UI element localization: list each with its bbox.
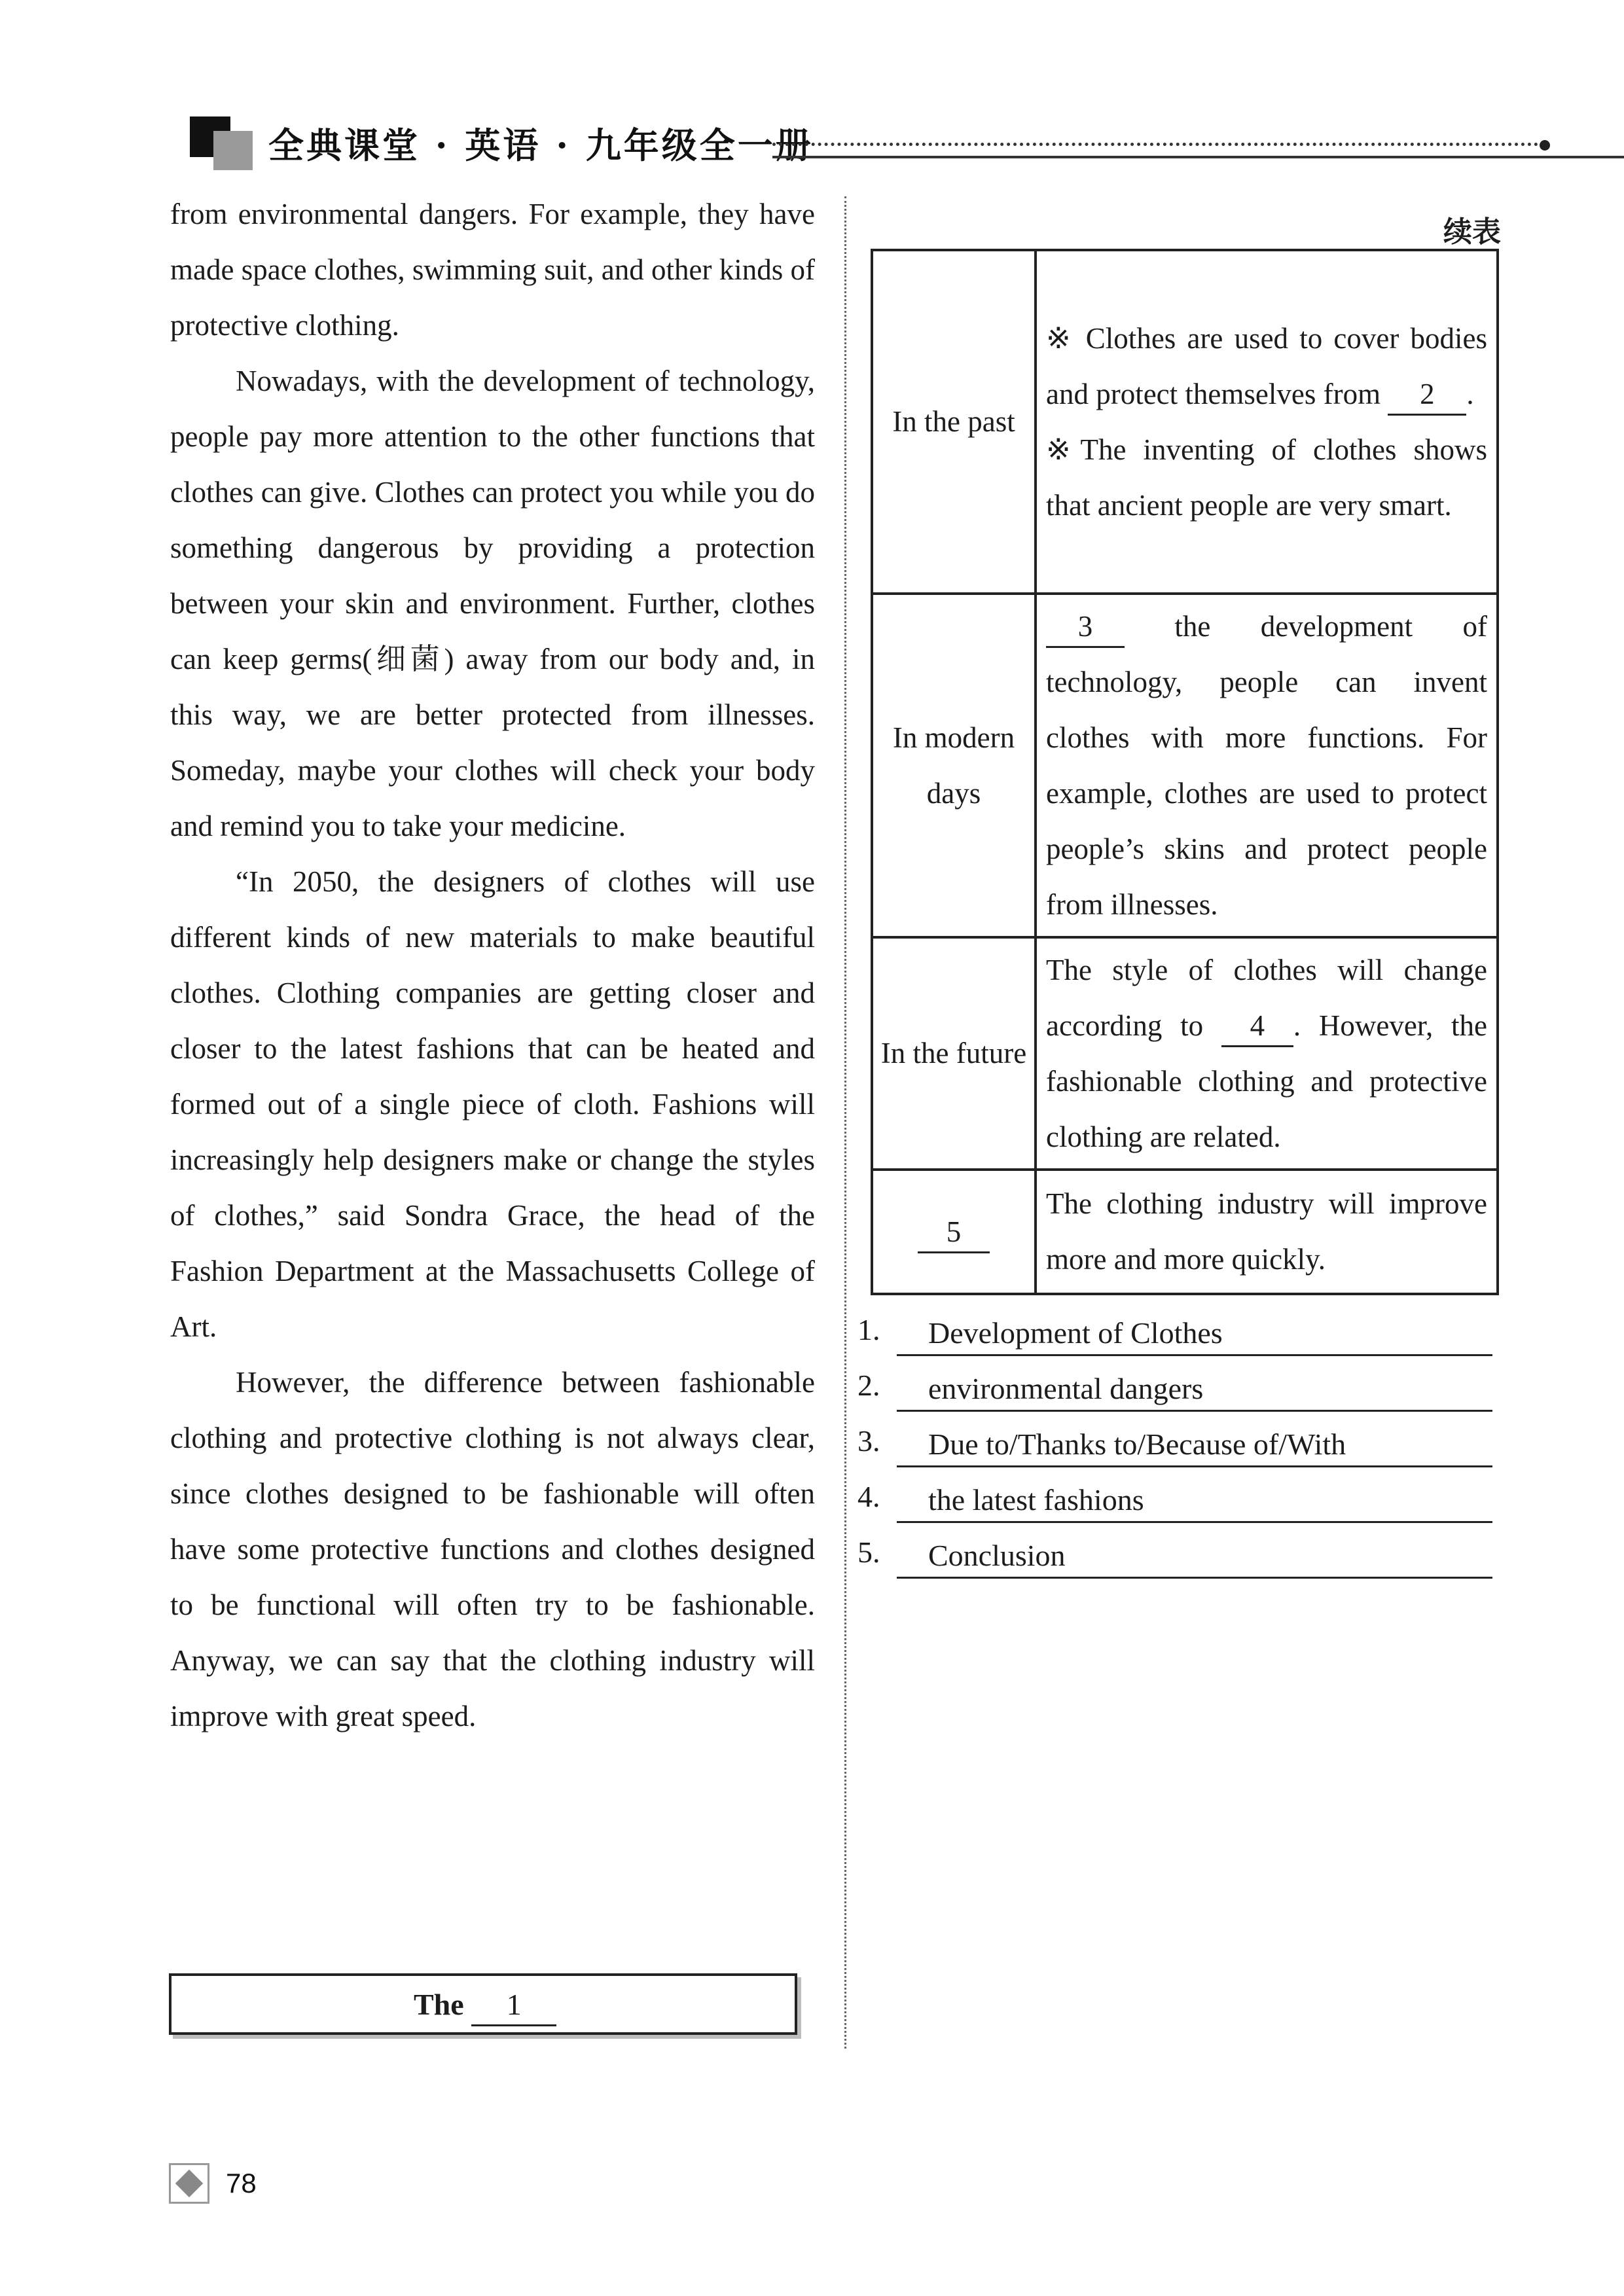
answer-row xyxy=(857,1528,1492,1584)
table-row xyxy=(872,1170,1498,1294)
table-content-cell xyxy=(1036,250,1498,594)
article-paragraph: from environmental dangers. For example, they have made space clothes, swimming suit, and other kinds of protective clothing. xyxy=(170,198,815,342)
summary-table xyxy=(871,249,1499,1295)
past-text-after: . xyxy=(1466,377,1474,410)
article-text xyxy=(170,187,815,1744)
answer-text[interactable]: environmental dangers xyxy=(897,1368,1492,1412)
future-text-after: . However, the fashionable clothing and protective clothing are related. xyxy=(1046,1009,1487,1153)
blank-5[interactable]: 5 xyxy=(918,1212,990,1253)
table-row xyxy=(872,594,1498,937)
answer-text[interactable]: the latest fashions xyxy=(897,1479,1492,1523)
blank-3[interactable]: 3 xyxy=(1046,607,1125,648)
table-content-cell xyxy=(1036,594,1498,937)
table-content-cell: The clothing industry will improve more and more quickly. xyxy=(1036,1170,1498,1294)
header-rule xyxy=(772,156,1624,158)
header-dot-icon xyxy=(1540,140,1550,151)
article-paragraph: However, the difference between fashionable clothing and protective clothing is not always clear, since clothes designed to be fashionable will often have some protective functions and clothes designed to be functional will often try to be fashionable. Anyway, we can say that the clothing industry will improve with great speed. xyxy=(170,1366,815,1732)
answer-text[interactable]: Conclusion xyxy=(897,1535,1492,1579)
header-logo-shadow-icon xyxy=(213,131,253,170)
table-category-cell: In the future xyxy=(872,937,1036,1170)
page-header xyxy=(190,111,1525,177)
title-summary-box xyxy=(169,1973,797,2035)
table-category-cell: In modern days xyxy=(872,594,1036,937)
header-title: 全典课堂 · 英语 · 九年级全一册 xyxy=(268,124,814,166)
answer-number: 1. xyxy=(857,1313,880,1346)
blank-2[interactable]: 2 xyxy=(1388,374,1466,416)
article-paragraph: Nowadays, with the development of technology, people pay more attention to the other functions that clothes can give. Clothes can protect you while you do something dangerous by providing a protection between your skin and environment. Further, clothes can keep germs(细菌) away from our body and, in this way, we are better protected from illnesses. Someday, maybe your clothes will check your body and remind you to take your medicine. xyxy=(170,365,815,842)
answer-number: 5. xyxy=(857,1535,880,1569)
answer-list xyxy=(857,1306,1492,1584)
answer-number: 3. xyxy=(857,1424,880,1458)
title-prefix: The xyxy=(414,1988,464,2021)
column-divider xyxy=(844,196,846,2049)
modern-text: the development of technology, people can invent clothes with more functions. For example, clothes are used to protect people’s skins and protect people from illnesses. xyxy=(1046,609,1488,921)
page-number: 78 xyxy=(226,2168,257,2198)
table-row xyxy=(872,250,1498,594)
article-paragraph: “In 2050, the designers of clothes will use different kinds of new materials to make beautiful clothes. Clothing companies are getting closer and closer to the latest fashions that can be heated and formed out of a single piece of cloth. Fashions will increasingly help designers make or change the styles of clothes,” said Sondra Grace, the head of the Fashion Department at the Massachusetts College of Art. xyxy=(170,865,815,1343)
title-blank[interactable]: 1 xyxy=(471,1985,556,2026)
answer-number: 2. xyxy=(857,1369,880,1402)
past-line-2: ※The inventing of clothes shows that ancient people are very smart. xyxy=(1046,433,1487,522)
answer-text[interactable]: Development of Clothes xyxy=(897,1312,1492,1356)
header-dotted-rule xyxy=(772,143,1545,146)
answer-text[interactable]: Due to/Thanks to/Because of/With xyxy=(897,1424,1492,1467)
past-line-1 xyxy=(1046,311,1487,422)
title-summary-line xyxy=(414,1985,556,2026)
continued-table-label: 续表 xyxy=(1443,215,1501,249)
table-row xyxy=(872,937,1498,1170)
blank-4[interactable]: 4 xyxy=(1221,1006,1293,1047)
table-category-cell: In the past xyxy=(872,250,1036,594)
answer-row xyxy=(857,1417,1492,1473)
future-text-before: The style of clothes will change according to xyxy=(1046,953,1487,1042)
table-content-cell xyxy=(1036,937,1498,1170)
table-category-cell xyxy=(872,1170,1036,1294)
answer-number: 4. xyxy=(857,1480,880,1513)
answer-row xyxy=(857,1473,1492,1528)
page-diamond-icon xyxy=(169,2163,209,2204)
answer-row xyxy=(857,1306,1492,1361)
answer-row xyxy=(857,1361,1492,1417)
past-text-before: ※ Clothes are used to cover bodies and protect themselves from xyxy=(1046,321,1487,410)
